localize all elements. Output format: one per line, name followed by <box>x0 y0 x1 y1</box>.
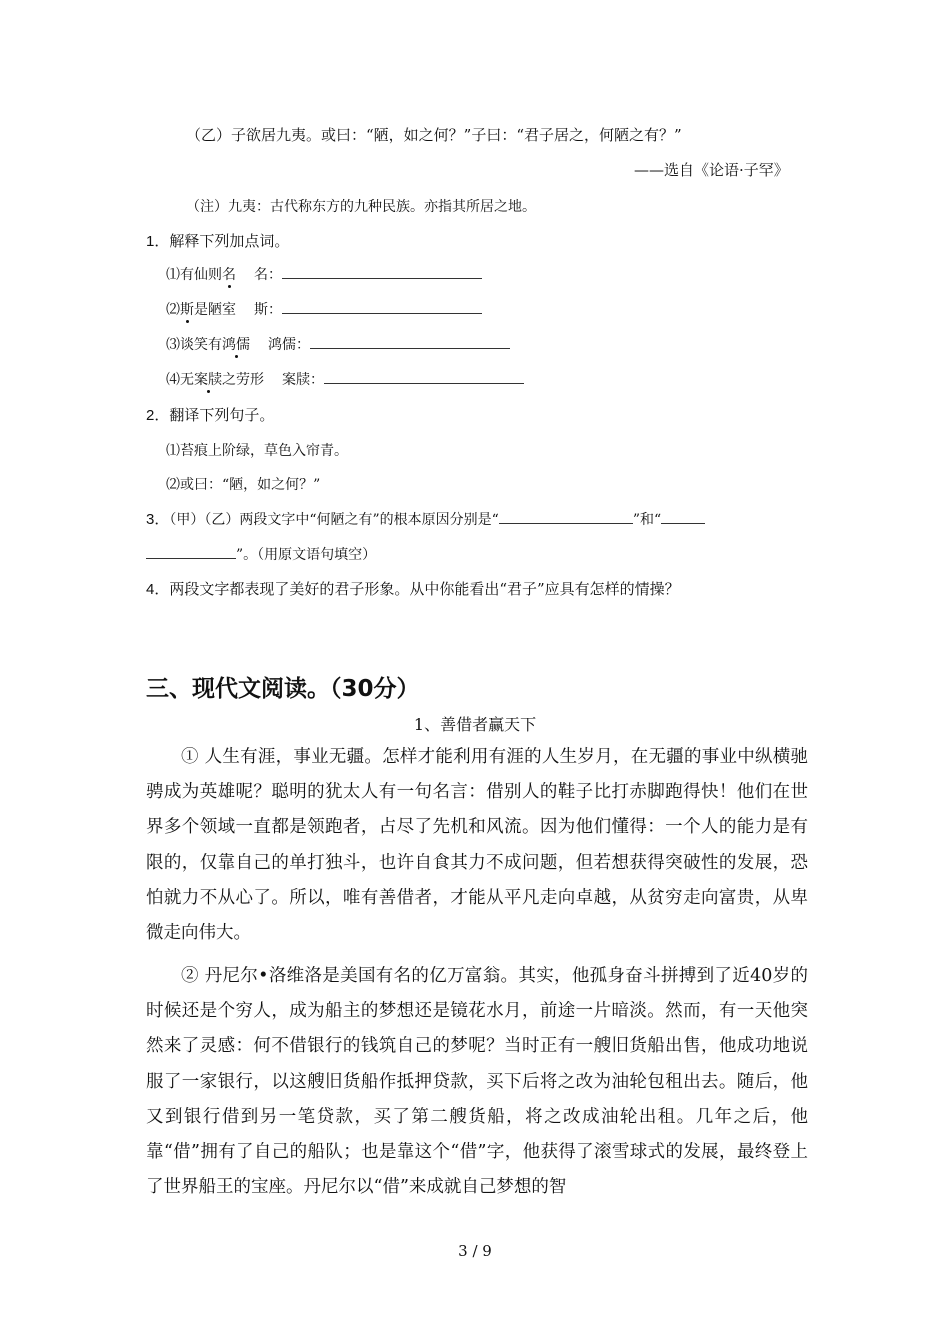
question-2 <box>146 404 274 425</box>
dotted-word: 斯 <box>180 302 194 318</box>
poem-b-source: ——选自《论语·子罕》 <box>634 161 789 179</box>
question-3-line-2: ”。（用原文语句填空） <box>146 544 376 564</box>
dotted-word: 名 <box>222 267 236 283</box>
article-paragraph-1: ① 人生有涯，事业无疆。怎样才能利用有涯的人生岁月，在无疆的事业中纵横驰骋成为英雄呢？聪明的犹太人有一句名言：借别人的鞋子比打赤脚跑得快！他们在世界多个领域一直都是领跑者，占尽了先机和风流。因为他们懂得：一个人的能力是有限的，仅靠自己的单打独斗，也许自食其力不成问题，但若想获得突破性的发展，恐怕就力不从心了。所以，唯有善借者，才能从平凡走向卓越，从贫穷走向富贵，从卑微走向伟大。 <box>146 747 808 944</box>
answer-blank[interactable] <box>282 299 482 314</box>
poem-b-note: （注）九夷：古代称东方的九种民族。亦指其所居之地。 <box>186 199 536 215</box>
question-number: 4． <box>146 581 170 598</box>
answer-blank[interactable] <box>282 264 482 279</box>
question-number: 1． <box>146 233 170 250</box>
answer-blank[interactable] <box>324 369 524 384</box>
q2-item-2: ⑵或曰：“陋，如之何？” <box>166 477 321 493</box>
question-1 <box>146 230 289 251</box>
answer-blank[interactable] <box>310 334 510 349</box>
poem-b-text: （乙）子欲居九夷。或曰：“陋，如之何？”子曰：“君子居之，何陋之有？” <box>186 126 682 144</box>
page-number: 3 / 9 <box>458 1242 492 1260</box>
answer-blank-2-cont[interactable] <box>146 544 236 559</box>
dotted-word: 鸿儒 <box>222 337 250 353</box>
question-prompt: 两段文字都表现了美好的君子形象。从中你能看出“君子”应具有怎样的情操？ <box>169 580 680 598</box>
question-number: 3． <box>146 511 170 528</box>
answer-blank-1[interactable] <box>499 509 633 524</box>
article-title: 1、善借者赢天下 <box>413 715 537 734</box>
question-3: 3．（甲）（乙）两段文字中“何陋之有”的根本原因分别是“ ”和“ <box>146 508 705 529</box>
dotted-word: 案牍 <box>194 372 222 388</box>
section-heading: 三、现代文阅读。（30分） <box>146 676 420 702</box>
q2-item-1: ⑴苔痕上阶绿，草色入帘青。 <box>166 443 348 459</box>
question-prompt: 解释下列加点词。 <box>169 232 290 250</box>
question-prompt: 翻译下列句子。 <box>169 406 275 424</box>
q1-item-2: ⑵斯是陋室 斯： <box>166 299 482 319</box>
q1-item-4: ⑷无案牍之劳形 案牍： <box>166 369 524 389</box>
answer-blank-2[interactable] <box>661 509 705 524</box>
q1-item-3: ⑶谈笑有鸿儒 鸿儒： <box>166 334 510 354</box>
q1-item-1: ⑴有仙则名 名： <box>166 264 482 284</box>
article-paragraph-2: ② 丹尼尔•洛维洛是美国有名的亿万富翁。其实，他孤身奋斗拼搏到了近40岁的时候还是个穷人，成为船主的梦想还是镜花水月，前途一片暗淡。然而，有一天他突然来了灵感：何不借银行的钱筑自己的梦呢？当时正有一艘旧货船出售，他成功地说服了一家银行，以这艘旧货船作抵押贷款，买下后将之改为油轮包租出去。随后，他又到银行借到另一笔贷款，买了第二艘货船，将之改成油轮出租。几年之后，他靠“借”拥有了自己的船队；也是靠这个“借”字，他获得了滚雪球式的发展，最终登上了世界船王的宝座。丹尼尔以“借”来成就自己梦想的智 <box>146 966 808 1198</box>
question-4 <box>146 578 680 599</box>
question-number: 2． <box>146 407 170 424</box>
